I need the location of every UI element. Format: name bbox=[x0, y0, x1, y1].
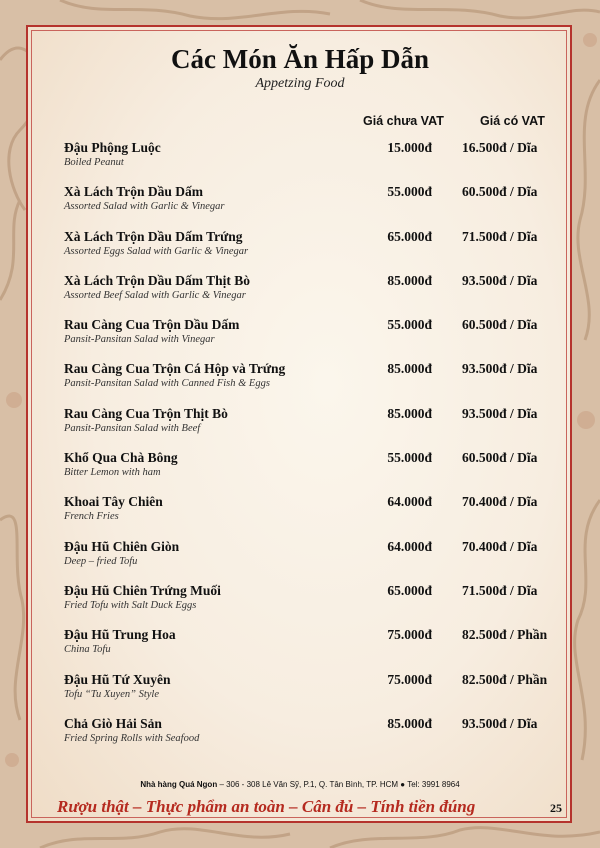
menu-item bbox=[0, 539, 600, 583]
item-price-vat: 71.500đ / Dĩa bbox=[462, 228, 538, 244]
menu-item bbox=[0, 450, 600, 494]
item-english-name: Fried Tofu with Salt Duck Eggs bbox=[64, 599, 197, 611]
menu-item bbox=[0, 184, 600, 228]
item-english-name: Pansit-Pansitan Salad with Canned Fish & Eggs bbox=[64, 378, 270, 390]
item-name: Rau Càng Cua Trộn Thịt Bò bbox=[64, 405, 228, 421]
menu-item bbox=[0, 317, 600, 361]
item-price-vat: 70.400đ / Dĩa bbox=[462, 538, 538, 554]
item-price-vat: 16.500đ / Dĩa bbox=[462, 140, 538, 155]
item-price-vat: 60.500đ / Dĩa bbox=[462, 450, 538, 466]
item-price-vat: 82.500đ / Phần bbox=[462, 627, 548, 643]
menu-item bbox=[0, 361, 600, 405]
item-price: 65.000đ bbox=[387, 228, 432, 244]
item-english-name: Tofu “Tu Xuyen” Style bbox=[64, 688, 159, 700]
item-english-name: Deep – fried Tofu bbox=[64, 555, 138, 567]
menu-item-list bbox=[0, 140, 600, 760]
column-header-price-no-vat: Giá chưa VAT bbox=[363, 114, 444, 128]
menu-item bbox=[0, 716, 600, 760]
footer-address bbox=[0, 780, 600, 789]
item-name: Chả Giò Hải Sản bbox=[64, 715, 162, 731]
footer-slogan: Rượu thật – Thực phẩm an toàn – Cân đủ – Tính tiền đúng bbox=[57, 797, 476, 816]
item-english-name: Boiled Peanut bbox=[64, 157, 124, 168]
item-price: 55.000đ bbox=[387, 184, 432, 200]
page-number: 25 bbox=[550, 801, 562, 815]
item-name: Xà Lách Trộn Dầu Dấm Thịt Bò bbox=[64, 272, 251, 288]
item-english-name: China Tofu bbox=[64, 644, 111, 656]
item-name: Đậu Phộng Luộc bbox=[64, 140, 161, 155]
item-name: Rau Càng Cua Trộn Dầu Dấm bbox=[64, 317, 240, 333]
item-price-vat: 93.500đ / Dĩa bbox=[462, 361, 538, 377]
item-price: 55.000đ bbox=[387, 450, 432, 466]
item-name: Đậu Hũ Chiên Trứng Muối bbox=[64, 582, 221, 598]
item-price-vat: 93.500đ / Dĩa bbox=[462, 405, 538, 421]
footer-restaurant-name: Nhà hàng Quá Ngon bbox=[140, 780, 218, 789]
item-price-vat: 82.500đ / Phần bbox=[462, 671, 548, 687]
item-english-name: Bitter Lemon with ham bbox=[64, 467, 161, 479]
menu-item bbox=[0, 406, 600, 450]
item-name: Khổ Qua Chà Bông bbox=[64, 450, 178, 466]
item-name: Đậu Hũ Chiên Giòn bbox=[64, 538, 180, 554]
item-price-vat: 60.500đ / Dĩa bbox=[462, 184, 538, 200]
item-name: Xà Lách Trộn Dầu Dấm Trứng bbox=[64, 228, 243, 244]
item-price-vat: 60.500đ / Dĩa bbox=[462, 317, 538, 333]
menu-item bbox=[0, 140, 600, 184]
item-price: 65.000đ bbox=[387, 582, 432, 598]
menu-item bbox=[0, 229, 600, 273]
item-name: Khoai Tây Chiên bbox=[64, 494, 163, 510]
menu-item bbox=[0, 494, 600, 538]
item-name: Xà Lách Trộn Dầu Dấm bbox=[64, 184, 204, 200]
item-price: 64.000đ bbox=[387, 538, 432, 554]
item-price: 15.000đ bbox=[387, 140, 432, 155]
page-title: Các Món Ăn Hấp Dẫn bbox=[170, 44, 430, 74]
item-price: 75.000đ bbox=[387, 671, 432, 687]
item-english-name: Fried Spring Rolls with Seafood bbox=[64, 732, 200, 744]
item-price-vat: 93.500đ / Dĩa bbox=[462, 272, 538, 288]
item-price: 85.000đ bbox=[387, 272, 432, 288]
item-price: 85.000đ bbox=[387, 361, 432, 377]
item-price-vat: 93.500đ / Dĩa bbox=[462, 715, 538, 731]
menu-item bbox=[0, 627, 600, 671]
menu-item bbox=[0, 273, 600, 317]
item-english-name: Assorted Eggs Salad with Garlic & Vinegar bbox=[64, 245, 249, 257]
item-price: 64.000đ bbox=[387, 494, 432, 510]
column-header-price-vat: Giá có VAT bbox=[480, 114, 545, 128]
page-subtitle: Appetzing Food bbox=[255, 76, 345, 91]
item-price-vat: 71.500đ / Dĩa bbox=[462, 582, 538, 598]
menu-item bbox=[0, 672, 600, 716]
item-price: 55.000đ bbox=[387, 317, 432, 333]
item-name: Đậu Hũ Trung Hoa bbox=[64, 627, 176, 643]
footer-address-text: – 306 - 308 Lê Văn Sỹ, P.1, Q. Tân Bình, TP. HCM ● Tel: 3991 8964 bbox=[219, 780, 460, 789]
item-english-name: Pansit-Pansitan Salad with Beef bbox=[64, 422, 201, 434]
item-english-name: French Fries bbox=[64, 511, 119, 523]
item-english-name: Assorted Salad with Garlic & Vinegar bbox=[64, 201, 225, 213]
item-name: Rau Càng Cua Trộn Cá Hộp và Trứng bbox=[64, 361, 286, 377]
item-name: Đậu Hũ Tứ Xuyên bbox=[64, 671, 171, 687]
item-price-vat: 70.400đ / Dĩa bbox=[462, 494, 538, 510]
item-english-name: Assorted Beef Salad with Garlic & Vinegar bbox=[64, 289, 246, 301]
item-english-name: Pansit-Pansitan Salad with Vinegar bbox=[64, 334, 215, 346]
item-price: 75.000đ bbox=[387, 627, 432, 643]
item-price: 85.000đ bbox=[387, 405, 432, 421]
menu-item bbox=[0, 583, 600, 627]
item-price: 85.000đ bbox=[387, 715, 432, 731]
